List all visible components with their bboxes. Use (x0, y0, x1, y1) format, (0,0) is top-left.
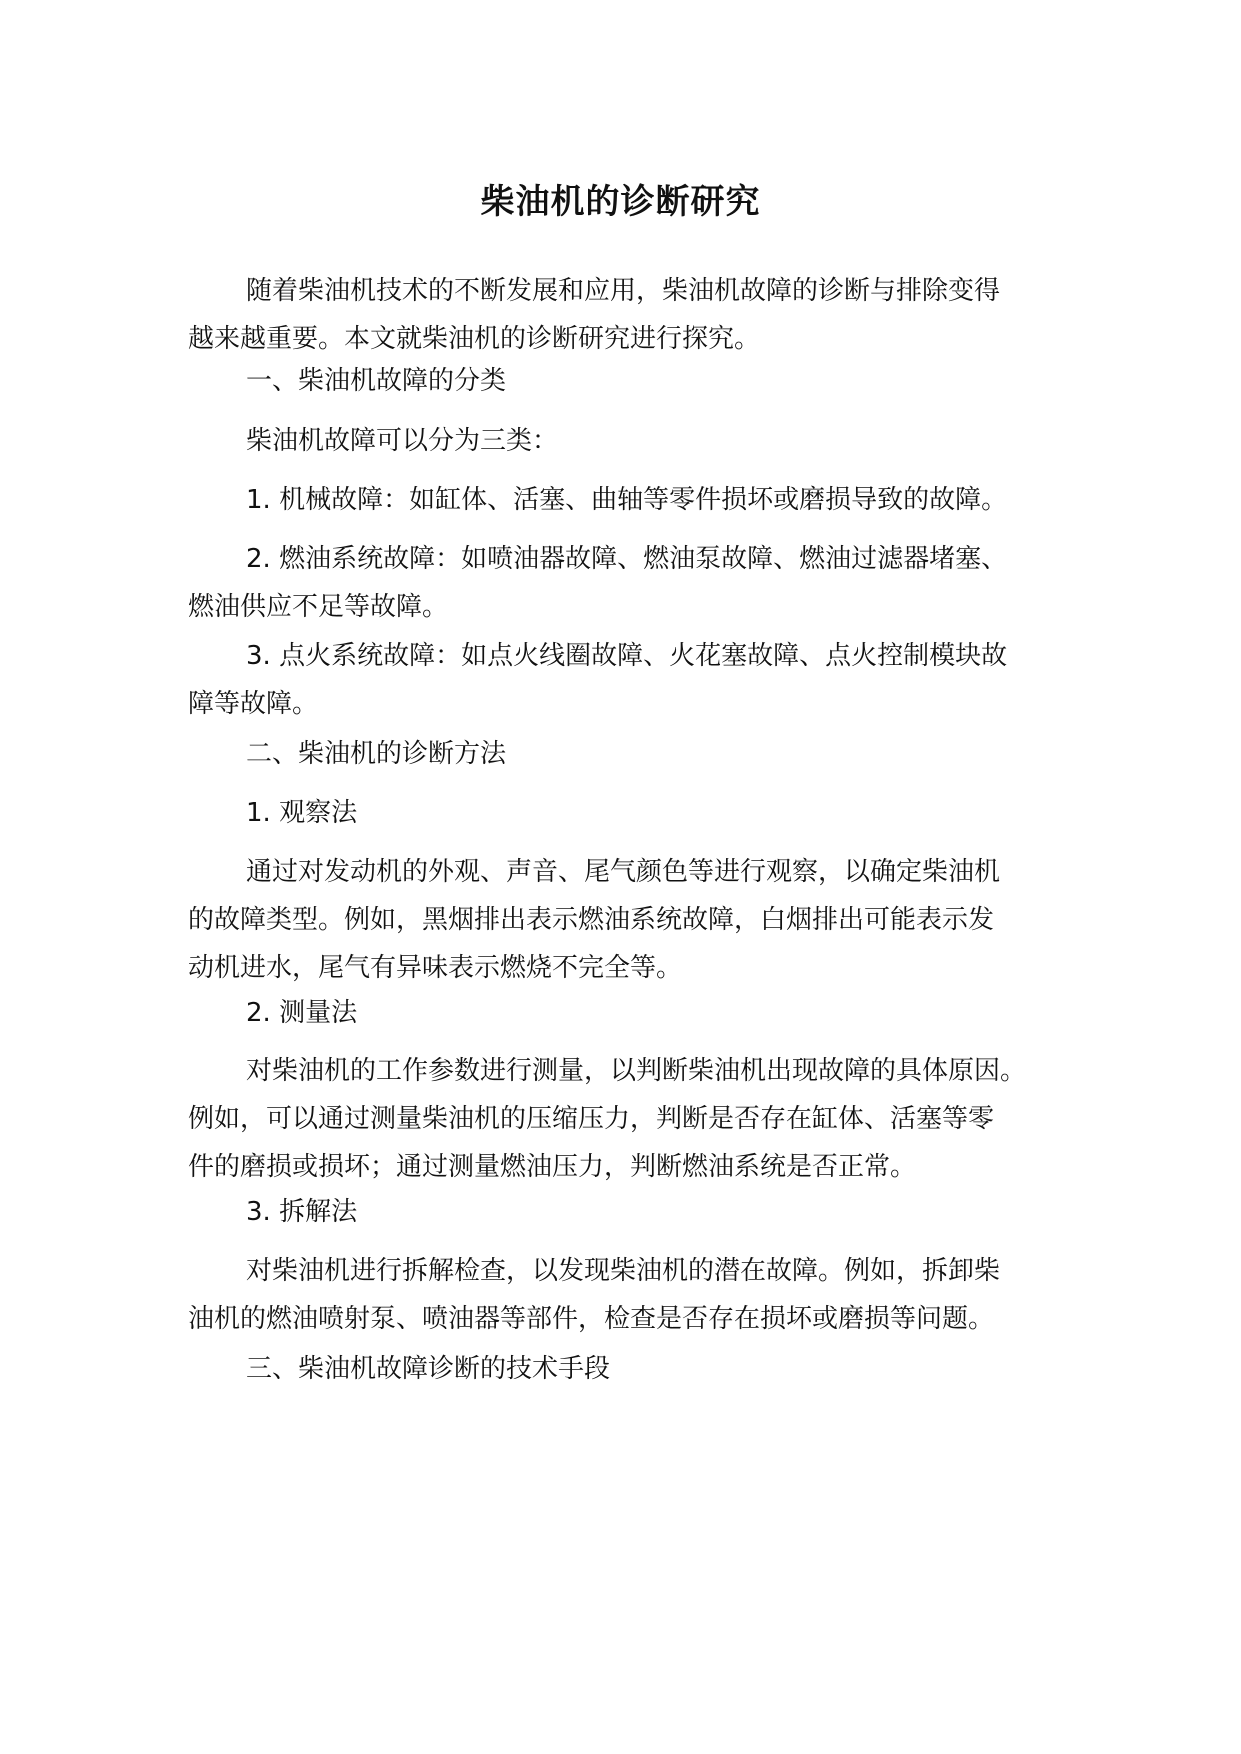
paragraph (188, 417, 1068, 465)
list-item (188, 535, 1068, 631)
paragraph-line: 1. 机械故障：如缸体、活塞、曲轴等零件损坏或磨损导致的故障。 (246, 485, 1008, 515)
paragraph-line: 对柴油机的工作参数进行测量，以判断柴油机出现故障的具体原因。 (246, 1056, 1027, 1086)
paragraph-line: 随着柴油机技术的不断发展和应用，柴油机故障的诊断与排除变得 (246, 276, 1001, 306)
paragraph-line: 对柴油机进行拆解检查，以发现柴油机的潜在故障。例如，拆卸柴 (246, 1256, 1001, 1286)
paragraph-line: 通过对发动机的外观、声音、尾气颜色等进行观察，以确定柴油机 (246, 857, 1001, 887)
paragraph-line: 越来越重要。本文就柴油机的诊断研究进行探究。 (188, 324, 761, 354)
section-heading-2 (188, 730, 1068, 778)
paragraph-line: 2. 燃油系统故障：如喷油器故障、燃油泵故障、燃油过滤器堵塞、 (246, 544, 1008, 574)
subheading (188, 789, 1068, 837)
list-item (188, 476, 1068, 524)
section-heading-3 (188, 1345, 1068, 1393)
paragraph-line: 动机进水，尾气有异味表示燃烧不完全等。 (188, 953, 683, 983)
paragraph-line: 件的磨损或损坏；通过测量燃油压力，判断燃油系统是否正常。 (188, 1152, 917, 1182)
paragraph-line: 燃油供应不足等故障。 (188, 592, 449, 622)
paragraph (188, 848, 1068, 992)
document-title: 柴油机的诊断研究 (480, 182, 761, 222)
list-item (188, 632, 1068, 728)
paragraph-line: 障等故障。 (188, 689, 319, 719)
paragraph-line: 例如，可以通过测量柴油机的压缩压力，判断是否存在缸体、活塞等零 (188, 1104, 995, 1134)
heading-line: 一、柴油机故障的分类 (246, 366, 507, 396)
paragraph-line: 3. 点火系统故障：如点火线圈故障、火花塞故障、点火控制模块故 (246, 641, 1008, 671)
section-heading-1 (188, 357, 1068, 405)
heading-line: 二、柴油机的诊断方法 (246, 739, 507, 769)
heading-line: 2. 测量法 (246, 998, 358, 1028)
subheading (188, 989, 1068, 1037)
paragraph-line: 柴油机故障可以分为三类： (246, 426, 559, 456)
paragraph (188, 1047, 1068, 1191)
heading-line: 3. 拆解法 (246, 1197, 358, 1227)
paragraph (188, 1247, 1068, 1343)
paragraph-line: 的故障类型。例如，黑烟排出表示燃油系统故障，白烟排出可能表示发 (188, 905, 995, 935)
paragraph-line: 油机的燃油喷射泵、喷油器等部件，检查是否存在损坏或磨损等问题。 (188, 1304, 995, 1334)
heading-line: 三、柴油机故障诊断的技术手段 (246, 1354, 611, 1384)
subheading (188, 1188, 1068, 1236)
heading-line: 1. 观察法 (246, 798, 358, 828)
paragraph-intro (188, 267, 1068, 363)
